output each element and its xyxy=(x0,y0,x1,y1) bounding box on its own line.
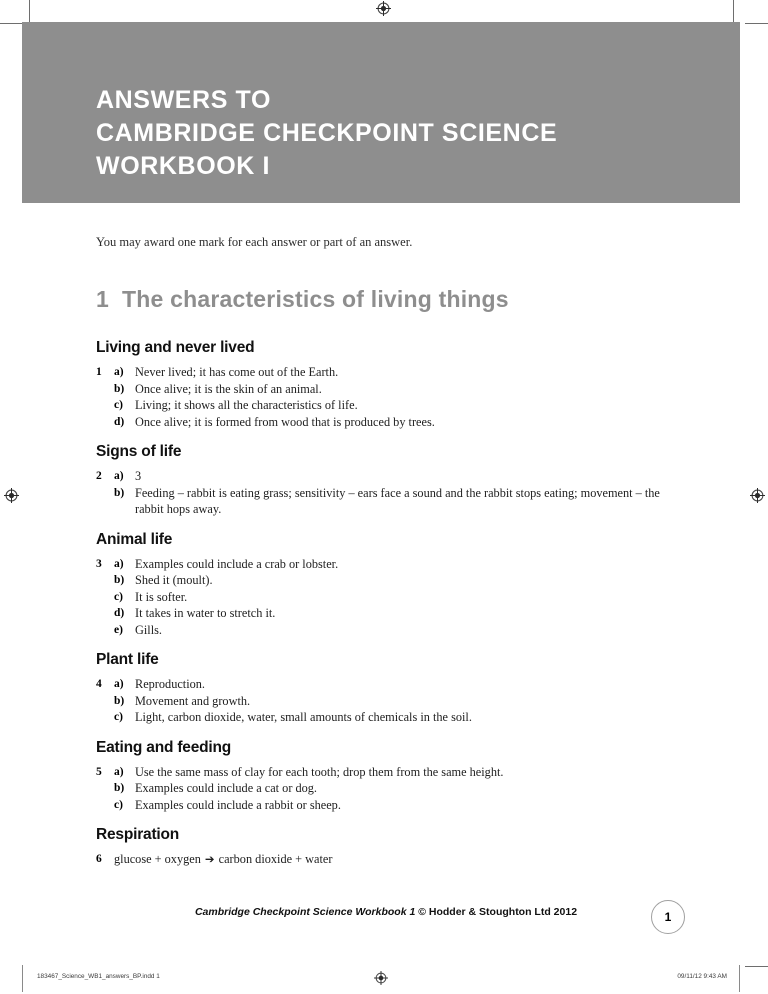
answer-row xyxy=(96,572,676,589)
answer-text: Living; it shows all the characteristics of life. xyxy=(135,398,358,412)
answer-text: Examples could include a cat or dog. xyxy=(135,781,318,795)
answer-letter: c) xyxy=(114,798,123,811)
section-heading: Animal life xyxy=(96,530,173,548)
answer-letter: c) xyxy=(114,399,123,411)
question-number: 6 xyxy=(96,853,102,865)
crop-mark-top-right-vertical xyxy=(733,0,734,23)
answer-text: Never lived; it has come out of the Earth. xyxy=(135,365,339,379)
answer-row xyxy=(96,485,676,518)
section-heading: Plant life xyxy=(96,651,159,668)
answer-text: Examples could include a crab or lobster. xyxy=(135,556,339,571)
answer-text: Use the same mass of clay for each tooth; drop them from the same height. xyxy=(135,764,504,779)
answer-text: 3 xyxy=(135,469,142,483)
footer-book-title: Cambridge Checkpoint Science Workbook 1 xyxy=(194,906,416,918)
answer-letter: b) xyxy=(114,382,125,395)
answer-letter: b) xyxy=(114,574,125,586)
answer-letter: a) xyxy=(114,366,124,378)
answer-row xyxy=(96,468,676,485)
right-arrow-icon: ➔ xyxy=(204,852,215,866)
answer-row xyxy=(96,556,676,573)
answer-text: Feeding – rabbit is eating grass; sensitivity – ears face a sound and the rabbit stops eating; movement – the rabbit hops away. xyxy=(135,485,660,516)
registration-mark-slug-center xyxy=(374,971,388,985)
chapter-heading xyxy=(96,286,676,313)
answer-letter: a) xyxy=(114,470,124,482)
section-plant-life xyxy=(96,651,676,726)
document-title-line-2: CAMBRIDGE CHECKPOINT SCIENCE xyxy=(96,119,558,147)
page-number-value: 1 xyxy=(664,910,672,924)
answer-row xyxy=(96,414,676,431)
answer-text: It is softer. xyxy=(135,589,188,604)
answer-text: Reproduction. xyxy=(135,677,206,691)
answer-text: Once alive; it is formed from wood that is produced by trees. xyxy=(135,414,435,429)
slug-timestamp: 09/11/12 9:43 AM xyxy=(677,973,727,980)
answer-row xyxy=(96,364,676,381)
document-page xyxy=(22,22,740,972)
document-title xyxy=(96,84,710,183)
answer-row xyxy=(96,780,676,797)
title-banner xyxy=(22,22,740,203)
answer-text xyxy=(114,851,676,868)
document-body xyxy=(96,235,676,881)
section-heading: Living and never lived xyxy=(96,339,255,356)
chapter-number: 1 xyxy=(96,286,109,312)
question-number: 4 xyxy=(96,678,102,690)
section-eating-and-feeding xyxy=(96,739,676,814)
registration-mark-left-center xyxy=(4,488,19,503)
section-animal-life xyxy=(96,531,676,639)
answer-row xyxy=(96,676,676,693)
answer-row xyxy=(96,851,676,868)
answer-row xyxy=(96,381,676,398)
footer-copyright: © Hodder & Stoughton Ltd 2012 xyxy=(415,906,578,918)
answer-letter: c) xyxy=(114,711,123,723)
answer-text: Gills. xyxy=(135,622,162,637)
answer-text: Movement and growth. xyxy=(135,693,251,708)
section-heading: Respiration xyxy=(96,826,180,843)
answer-letter: e) xyxy=(114,623,123,636)
registration-mark-top-center xyxy=(376,1,391,16)
equation-reactants: glucose + oxygen xyxy=(114,852,204,866)
answer-letter: a) xyxy=(114,678,124,690)
answer-row xyxy=(96,397,676,414)
answer-row xyxy=(96,709,676,726)
registration-mark-right-center xyxy=(750,488,765,503)
answer-text: Shed it (moult). xyxy=(135,573,213,587)
answer-row xyxy=(96,764,676,781)
crop-mark-right-bottom-horizontal xyxy=(745,966,768,967)
page-number-badge xyxy=(651,900,685,934)
question-number: 1 xyxy=(96,366,102,378)
section-signs-of-life xyxy=(96,443,676,518)
chapter-title: The characteristics of living things xyxy=(122,286,509,312)
intro-text: You may award one mark for each answer or part of an answer. xyxy=(96,235,413,249)
answer-text: Examples could include a rabbit or sheep. xyxy=(135,797,341,812)
question-number: 5 xyxy=(96,765,102,778)
section-living-and-never-lived xyxy=(96,339,676,430)
answer-letter: d) xyxy=(114,607,125,619)
answer-text: Light, carbon dioxide, water, small amounts of chemicals in the soil. xyxy=(135,710,472,724)
crop-mark-left-top-horizontal xyxy=(0,23,23,24)
question-number: 3 xyxy=(96,557,102,570)
answer-row xyxy=(96,693,676,710)
answer-text: It takes in water to stretch it. xyxy=(135,606,276,620)
section-heading: Eating and feeding xyxy=(96,738,232,756)
question-number: 2 xyxy=(96,470,102,482)
answer-letter: c) xyxy=(114,590,123,603)
print-slug-bar xyxy=(22,965,740,992)
slug-filename: 183467_Science_WB1_answers_BP.indd 1 xyxy=(37,973,160,980)
answer-row xyxy=(96,622,676,639)
answer-letter: b) xyxy=(114,486,125,499)
answer-row xyxy=(96,797,676,814)
crop-mark-top-left-vertical xyxy=(29,0,30,23)
answer-letter: b) xyxy=(114,694,125,707)
page-footer xyxy=(96,906,676,918)
answer-letter: a) xyxy=(114,557,124,570)
answer-row xyxy=(96,589,676,606)
answer-row xyxy=(96,605,676,622)
document-title-line-1: ANSWERS TO xyxy=(96,86,271,114)
answer-letter: b) xyxy=(114,782,125,794)
section-respiration xyxy=(96,826,676,868)
document-title-line-3: WORKBOOK I xyxy=(96,152,271,180)
crop-mark-right-top-horizontal xyxy=(745,23,768,24)
equation-products: carbon dioxide + water xyxy=(215,852,333,866)
answer-letter: d) xyxy=(114,415,125,428)
section-heading: Signs of life xyxy=(96,443,182,460)
answer-text: Once alive; it is the skin of an animal. xyxy=(135,381,322,396)
answer-letter: a) xyxy=(114,765,124,778)
